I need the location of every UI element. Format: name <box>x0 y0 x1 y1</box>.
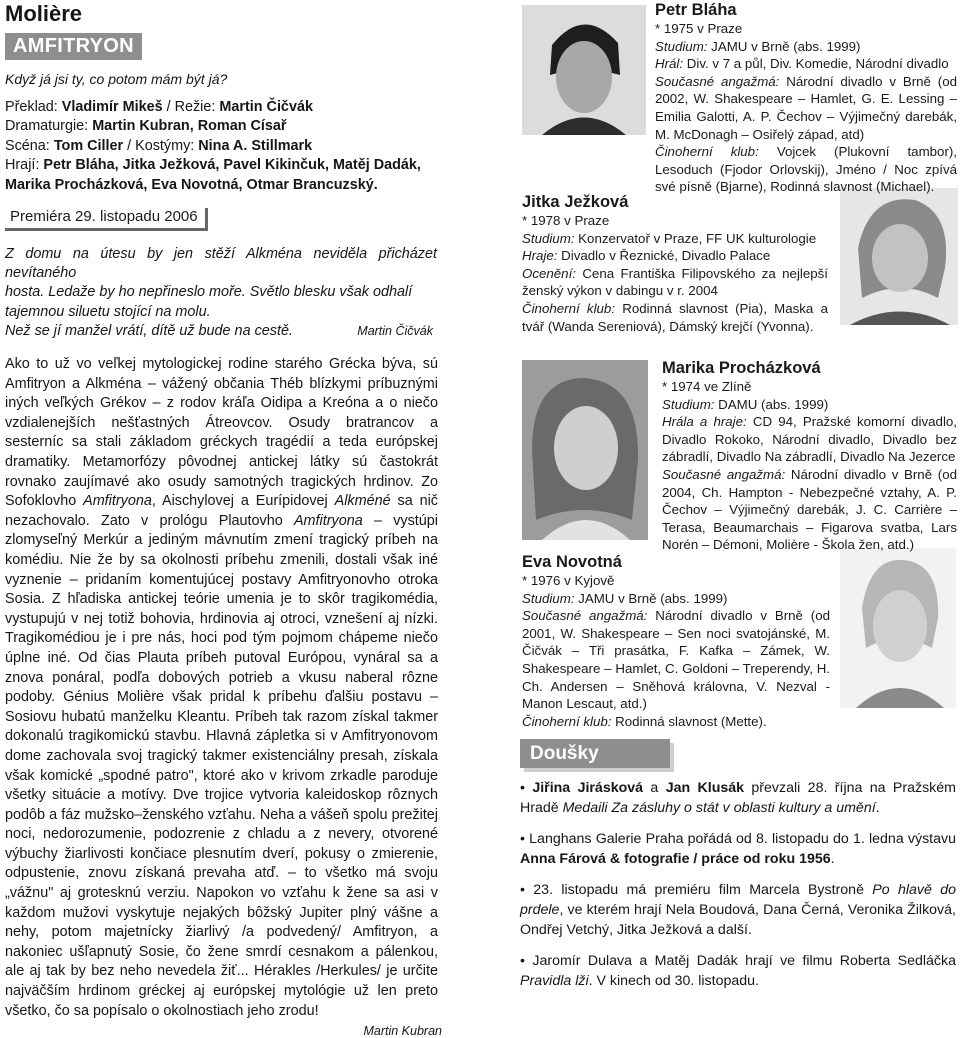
photo-marika-prochazkova <box>522 360 648 540</box>
news-list <box>520 778 956 1002</box>
quote-last-line <box>5 322 437 341</box>
bio-name: Marika Procházková <box>662 359 821 377</box>
quote-line: hosta. Ledaže by ho nepřineslo moře. Světlo blesku však odhalí <box>5 284 413 301</box>
article-signature: Martin Kubran <box>363 1024 442 1038</box>
bio-petr-blaha: Petr Bláha * 1975 v Praze Studium: JAMU v Brně (abs. 1999) Hrál: Div. v 7 a půl, Div. Komedie, Národní divadlo Současné angažmá: Národní divadlo v Brně (od 2002, W. Shakespeare – Hamlet, G. E. Lessing – Emilia Galotti, A. P. Čechov – Výjimečný darebák, M. McDonagh – Osiřelý západ, atd) Činoherní klub: Vojcek (Plukovní tambor), Lesoduch (Fjodor Orlovskij), Jméno / Noc zpívá své písně (Bjarne), Rodinná slavnost (Michael). <box>655 1 958 195</box>
credits-line-3: Scéna: Tom Ciller / Kostýmy: Nina A. Stillmark <box>5 137 313 154</box>
quote-signature: Martin Čičvák <box>357 323 433 338</box>
news-item: • Jiřina Jirásková a Jan Klusák převzali 28. října na Pražském Hradě Medaili Za zásluhy o stát v oblasti kultury a umění. <box>520 780 956 817</box>
bio-name: Eva Novotná <box>522 553 622 571</box>
author-name: Molière <box>5 1 83 26</box>
portrait-icon <box>522 360 648 540</box>
credits-line-1: Překlad: Vladimír Mikeš / Režie: Martin Čičvák <box>5 99 313 115</box>
bio-marika-prochazkova: Marika Procházková * 1974 ve Zlíně Studium: DAMU (abs. 1999) Hrála a hraje: CD 94, Pražské komorní divadlo, Divadlo Rokoko, Národní divadlo, Divadlo bez zábradlí, Divadlo Na zábradlí, Divadlo Na Jezerce Současné angažmá: Národní divadlo v Brně (od 2004, Ch. Hampton - Nebezpečné vztahy, A. P. Čechov – Výjimečný darebák, J. C. Carrière – Terasa, Beaumarchais – Figarova svatba, Lars Norén – Démoni, Molière - Škola žen, atd.) <box>662 359 957 553</box>
bio-name: Jitka Ježková <box>522 193 629 211</box>
quote-line: tajemnou siluetu stojící na molu. <box>5 303 211 320</box>
bio-jitka-jezkova: Jitka Ježková * 1978 v Praze Studium: Konzervatoř v Praze, FF UK kulturologie Hraje: Divadlo v Řeznické, Divadlo Palace Ocenění: Cena Františka Filipovského za nejlepší ženský výkon v dabingu v r. 2004 Činoherní klub: Rodinná slavnost (Pia), Maska a tvář (Wanda Sereniová), Dámský krejčí (Yvonna). <box>522 193 828 334</box>
quote-line: Z domu na útesu by jen stěží Alkména neviděla přicházet nevítaného <box>5 246 437 282</box>
director-quote <box>5 245 437 341</box>
quote-line: Než se jí manžel vrátí, dítě už bude na cestě. <box>5 322 293 339</box>
play-title: AMFITRYON <box>5 33 142 60</box>
news-item: • Jaromír Dulava a Matěj Dadák hrají ve filmu Roberta Sedláčka Pravidla lži. V kinech od 30. listopadu. <box>520 952 956 990</box>
bio-name: Petr Bláha <box>655 1 737 19</box>
news-item: • Langhans Galerie Praha pořádá od 8. listopadu do 1. ledna výstavu Anna Fárová & fotografie / práce od roku 1956. <box>520 830 957 868</box>
credits <box>5 98 442 195</box>
portrait-icon <box>522 5 646 135</box>
motto: Když já jsi ty, co potom mám být já? <box>5 71 228 87</box>
credits-line-2: Dramaturgie: Martin Kubran, Roman Císař <box>5 118 287 135</box>
bio-eva-novotna: Eva Novotná * 1976 v Kyjově Studium: JAMU v Brně (abs. 1999) Současné angažmá: Národní divadlo v Brně (od 2001, W. Shakespeare – Sen noci svatojánské, M. Čičvák – Tři prasátka, F. Kafka – Zámek, W. Shakespeare – Hamlet, C. Goldoni – Treperendy, H. Ch. Andersen – Sněhová královna, V. Nezval - Manon Lescaut, atd.) Činoherní klub: Rodinná slavnost (Mette). <box>522 553 831 729</box>
dousky-heading: Doušky <box>520 739 670 768</box>
credits-cast: Hrají: Petr Bláha, Jitka Ježková, Pavel Kikinčuk, Matěj Dadák, Marika Procházková, Eva Novotná, Otmar Brancuzský. <box>5 157 421 193</box>
portrait-icon <box>840 548 956 708</box>
portrait-icon <box>840 188 958 325</box>
premiere-badge: Premiéra 29. listopadu 2006 <box>5 208 208 231</box>
photo-jitka-jezkova <box>840 188 958 325</box>
news-item: • 23. listopadu má premiéru film Marcela Bystroně Po hlavě do prdele, ve kterém hrají Nela Boudová, Dana Černá, Veronika Žilková, Ondřej Vetchý, Jitka Ježková a další. <box>520 881 956 939</box>
photo-petr-blaha <box>522 5 646 135</box>
photo-eva-novotna <box>840 548 956 708</box>
article-body: Ako to už vo veľkej mytologickej rodine starého Grécka býva, sú Amfitryon a Alkména – vážený občania Théb blízkymi príbuznými iných veľkých Grékov – z rodov kráľa Oidipa a Kreóna a o niečo vzdialenejších nešťastných Átreovcov. Osudy bratrancov a sesterníc sa stali základom gréckych tragédií a teda európskej dramatiky. Metamorfózy pôvodnej antickej látky sú častokrát rovnako zaujímavé ako osudy samotných tragických hrdinov. Zo Sofoklovho Amfitryona, Aischylovej a Eurípidovej Alkméné sa nič nezachovalo. Zato v prológu Plautovho Amfitryona – vystúpi zlomyseľný Merkúr a jediným mávnutím zmení tragický príbeh na komédiu. Nie že by sa okolnosti príbehu zmenili, dostali však iné vyznenie – pridaním komentujúcej postavy Amfitryonovho otroka Sosia. Z hľadiska antickej teórie umenia je to skôr tragikomédia, vystupujú v nej totiž bohovia, hrdinovia aj otroci, vznešení aj nízki. Tragikomédiou je i pre nás, hoci pod tým pojmom chápeme niečo úplne iné. Od čias Plauta príbeh putoval Európou, vynáral sa a znova ponáral, podľa dobových potrieb a vkusu naberal rôzne podoby. Génius Molière však pridal k príbehu ďalšiu postavu – Sosiovu hubatú manželku Kleantu. Príbeh tak razom získal takmer dokonalú tragikomickú stavbu. Hlavná zápletka si v Amfitryonovom dome zachovala svoj tragický takmer existenciálny presah, získala však komické „spodné patro", ktoré ako v krivom zrkadle paroduje všetky situácie a motívy. Dve trojice vytvoria kaleidoskop rôznych podôb a fáz mužsko–ženského vzťahu. Neha a vášeň spolu prežitej noci, nedorozumenie, podozrenie z chladu a z nevery, otvorené výbuchy žiarlivosti končiace plesnutím dverí, pokusy o zmierenie, odpustenie, znovu získaná prevaha atď. – to všetko má svoju „vážnu" aj grotesknú verziu. Napokon vo vzťahu k žene sa asi v každom mužovi vyskytuje nejakých bôžský Jupiter plný vášne a nehy, potom majetnícky žiarlivý /a podvedený/ Amfitryon, a nakoniec ušľapnutý Sosie, čo žene smrdí cesnakom a pálenkou, ale aj tak by bez neho nevedela žiť... Hérakles /Herkules/ je určite najväčším hrdinom gréckej aj európskej mytológie už len preto všetko, čo sa popísalo o okolnostiach jeho zrodu! <box>5 356 438 1019</box>
play-title-wrap <box>5 33 442 60</box>
left-column <box>5 0 442 1038</box>
